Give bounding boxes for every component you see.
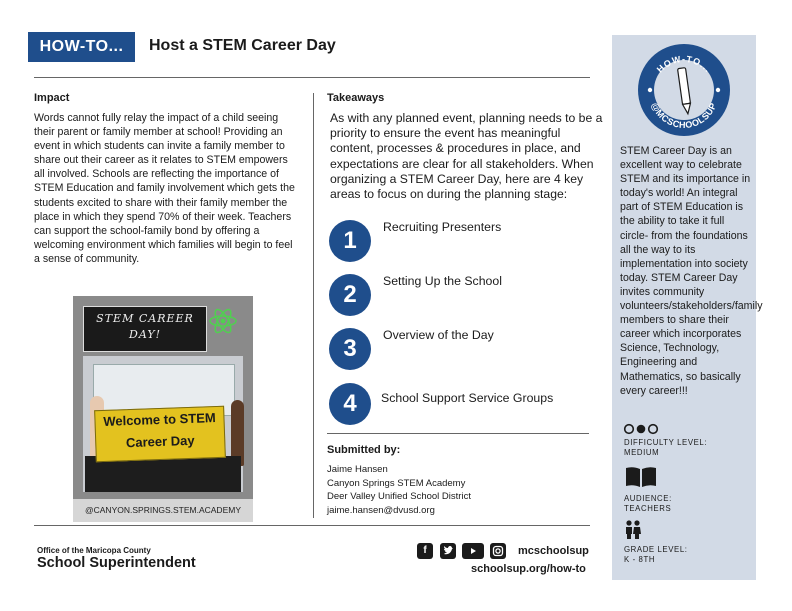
difficulty-icon — [623, 423, 659, 435]
step-4-number: 4 — [329, 383, 371, 425]
footer-url[interactable]: schoolsup.org/how-to — [471, 563, 586, 575]
takeaways-heading: Takeaways — [327, 92, 385, 104]
org-line-2: School Superintendent — [37, 555, 196, 571]
impact-heading: Impact — [34, 92, 70, 104]
step-2-number: 2 — [329, 274, 371, 316]
submitted-details — [327, 463, 471, 517]
social-handle[interactable]: mcschoolsup — [518, 545, 589, 557]
grade-info — [624, 545, 688, 564]
step-3-number: 3 — [329, 328, 371, 370]
how-to-badge: HOW-TO... — [28, 32, 135, 62]
footer-divider — [34, 525, 590, 526]
children-icon — [624, 520, 642, 540]
logo-bottom-text: @MCSCHOOLSUP — [649, 100, 719, 131]
atom-icon — [208, 306, 238, 336]
event-photo — [73, 296, 253, 522]
photo-caption: @CANYON.SPRINGS.STEM.ACADEMY — [73, 499, 253, 522]
grade-value: K - 8TH — [624, 554, 656, 564]
difficulty-value: MEDIUM — [624, 447, 660, 457]
step-3-label: Overview of the Day — [383, 328, 494, 342]
top-divider — [34, 77, 590, 78]
difficulty-info — [624, 438, 707, 457]
audience-value: TEACHERS — [624, 503, 672, 513]
audience-label: AUDIENCE: — [624, 494, 672, 503]
step-4-label: School Support Service Groups — [381, 391, 554, 405]
logo-top-text: HOW-TO... — [654, 53, 714, 75]
impact-text: Words cannot fully relay the impact of a child seeing their parent or family member at school! Providing an event in which students can invite a family member to share out their career as it relates to STEM empowers all involved. Schools are reflecting the importance of STEM Education and family involvement which gets the students excited to share with their family member the place in which they spend 70% of their week. Teachers can support the school-family bond by offering a welcoming environment which families will begin to feel a sense of community. — [34, 112, 295, 265]
book-icon — [624, 465, 658, 489]
step-2-label: Setting Up the School — [383, 274, 502, 288]
submitted-divider — [327, 433, 589, 434]
step-1-number: 1 — [329, 220, 371, 262]
step-1-label: Recruiting Presenters — [383, 220, 502, 234]
photo-banner: STEM CAREER DAY! — [83, 306, 207, 352]
how-to-logo — [636, 42, 732, 138]
column-divider — [313, 93, 314, 518]
sidebar-text: STEM Career Day is an excellent way to celebrate STEM and its importance in today's world! An integral part of STEM Education is the ability to take it full circle- from the foundations all the way to its implementation into society today. STEM Career Day invites community volunteers/stakeholders/family members to share their career which incorporates Science, Technology, Engineering and Mathematics, so basically every career!!! — [620, 145, 763, 397]
submitter-email[interactable]: jaime.hansen@dvusd.org — [327, 504, 435, 516]
difficulty-label: DIFFICULTY LEVEL: — [624, 438, 708, 447]
page-title: Host a STEM Career Day — [149, 37, 336, 54]
submitted-heading: Submitted by: — [327, 444, 401, 456]
twitter-icon[interactable] — [440, 543, 456, 559]
audience-info — [624, 494, 672, 513]
org-line-1: Office of the Maricopa County — [37, 546, 151, 555]
instagram-icon[interactable] — [490, 543, 506, 559]
facebook-icon[interactable]: f — [417, 543, 433, 559]
takeaways-text: As with any planned event, planning needs to be a priority to ensure the event has meaningful content, processes & procedures in place, and expectations are clear for all stakeholders. When organizing a STEM Career Day, here are 4 key areas to focus on during the planning stage: — [330, 111, 603, 202]
submitter-school: Canyon Springs STEM Academy — [327, 477, 466, 489]
photo-sign: Welcome to STEM Career Day — [94, 406, 226, 463]
submitter-name: Jaime Hansen — [327, 464, 388, 475]
youtube-icon[interactable] — [462, 543, 484, 559]
submitter-district: Deer Valley Unified School District — [327, 491, 471, 502]
grade-label: GRADE LEVEL: — [624, 545, 688, 554]
